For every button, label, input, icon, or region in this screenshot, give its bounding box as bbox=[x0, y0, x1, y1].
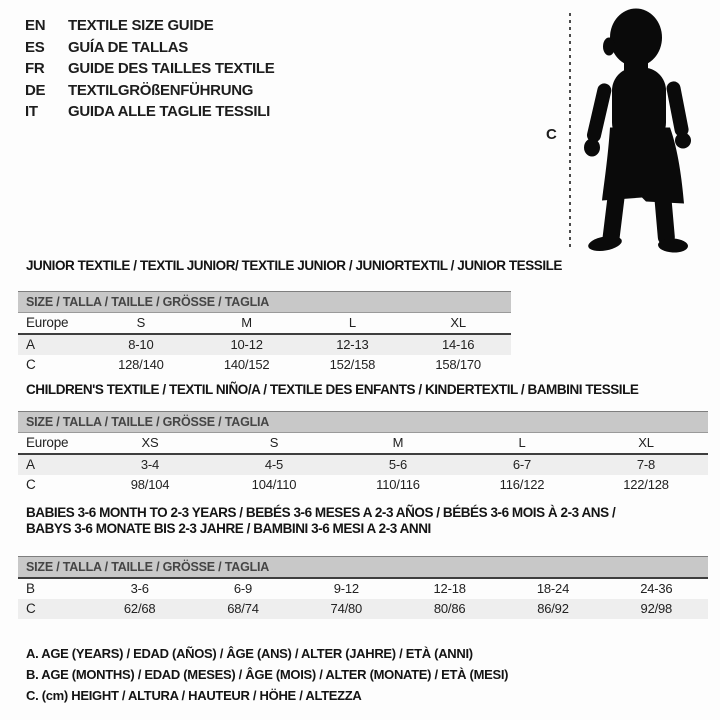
lang-row-it bbox=[25, 101, 274, 123]
table-cell: XL bbox=[638, 435, 654, 450]
table-cell: 8-10 bbox=[128, 337, 154, 352]
table-cell: 152/158 bbox=[329, 357, 376, 372]
lang-title: TEXTILGRÖßENFÜHRUNG bbox=[68, 81, 254, 99]
section-title: JUNIOR TEXTILE / TEXTIL JUNIOR/ TEXTILE JUNIOR / JUNIORTEXTIL / JUNIOR TESSILE bbox=[26, 258, 562, 273]
table-cell: 14-16 bbox=[442, 337, 475, 352]
size-header-bar: SIZE / TALLA / TAILLE / GRÖSSE / TAGLIA bbox=[18, 291, 511, 313]
table-cell: 6-9 bbox=[233, 581, 253, 596]
table-cell: S bbox=[136, 315, 146, 330]
table-cell: 18-24 bbox=[536, 581, 570, 596]
row-label: C bbox=[26, 477, 36, 492]
lang-code: EN bbox=[25, 17, 46, 34]
lang-code: FR bbox=[25, 60, 45, 78]
table-cell: XL bbox=[450, 315, 466, 330]
size-header-bar: SIZE / TALLA / TAILLE / GRÖSSE / TAGLIA bbox=[18, 411, 708, 433]
table-row bbox=[18, 313, 511, 334]
footnote-a: A. AGE (YEARS) / EDAD (AÑOS) / ÂGE (ANS) / ALTER (JAHRE) / ETÀ (ANNI) bbox=[26, 646, 473, 661]
lang-code: IT bbox=[25, 103, 38, 121]
table-cell: 6-7 bbox=[512, 457, 532, 472]
table-cell: 10-12 bbox=[230, 337, 263, 352]
lang-title: GUIDE DES TAILLES TEXTILE bbox=[68, 60, 275, 78]
lang-title: TEXTILE SIZE GUIDE bbox=[68, 17, 214, 34]
table-cell: 104/110 bbox=[251, 477, 297, 492]
size-header-bar: SIZE / TALLA / TAILLE / GRÖSSE / TAGLIA bbox=[18, 556, 708, 579]
section-junior bbox=[18, 258, 562, 375]
table-cell: 24-36 bbox=[640, 581, 673, 596]
section-title-line1: BABIES 3-6 MONTH TO 2-3 YEARS / BEBÉS 3-6 MESES A 2-3 AÑOS / BÉBÉS 3-6 MOIS À 2-3 ANS / bbox=[26, 505, 616, 520]
table-cell: L bbox=[518, 435, 526, 450]
lang-title: GUIDA ALLE TAGLIE TESSILI bbox=[68, 103, 270, 121]
children-size-table bbox=[18, 433, 708, 495]
table-cell: 3-6 bbox=[130, 581, 149, 596]
table-cell: L bbox=[348, 315, 356, 330]
table-cell: 116/122 bbox=[499, 477, 545, 492]
footnote-c: C. (cm) HEIGHT / ALTURA / HAUTEUR / HÖHE / ALTEZZA bbox=[26, 688, 362, 703]
section-title: CHILDREN'S TEXTILE / TEXTIL NIÑO/A / TEXTILE DES ENFANTS / KINDERTEXTIL / BAMBINI TESSILE bbox=[26, 382, 639, 397]
row-label: C bbox=[26, 601, 36, 616]
height-dotted-line bbox=[569, 13, 571, 251]
table-cell: 92/98 bbox=[640, 601, 673, 616]
table-cell: 5-6 bbox=[388, 457, 408, 472]
babies-size-table bbox=[18, 579, 708, 619]
junior-size-table bbox=[18, 313, 511, 375]
table-cell: 140/152 bbox=[223, 357, 270, 372]
table-row bbox=[18, 599, 708, 619]
toddler-silhouette-icon bbox=[578, 7, 708, 253]
section-title-line2: BABYS 3-6 MONATE BIS 2-3 JAHRE / BAMBINI 3-6 MESI A 2-3 ANNI bbox=[26, 521, 431, 536]
table-cell: XS bbox=[141, 435, 159, 450]
footnote-b: B. AGE (MONTHS) / EDAD (MESES) / ÂGE (MOIS) / ALTER (MONATE) / ETÀ (MESI) bbox=[26, 667, 509, 682]
table-cell: 4-5 bbox=[264, 457, 284, 472]
table-cell: 128/140 bbox=[118, 357, 164, 372]
table-cell: 158/170 bbox=[435, 357, 481, 372]
lang-code: DE bbox=[25, 81, 46, 99]
table-row bbox=[18, 433, 708, 454]
table-cell: M bbox=[392, 435, 404, 450]
table-row bbox=[18, 454, 708, 475]
table-cell: 74/80 bbox=[330, 601, 363, 616]
table-row bbox=[18, 579, 708, 599]
table-cell: 80/86 bbox=[433, 601, 466, 616]
table-cell: 68/74 bbox=[227, 601, 259, 616]
table-cell: 62/68 bbox=[123, 601, 156, 616]
table-cell: 122/128 bbox=[623, 477, 669, 492]
table-cell: 98/104 bbox=[130, 477, 170, 492]
table-row bbox=[18, 355, 511, 375]
table-cell: 86/92 bbox=[537, 601, 569, 616]
footnote-legend bbox=[26, 643, 508, 706]
table-cell: S bbox=[269, 435, 279, 450]
row-label: Europe bbox=[26, 315, 69, 330]
lang-row-de bbox=[25, 80, 274, 102]
table-cell: 12-13 bbox=[336, 337, 369, 352]
height-measure-label: C bbox=[546, 126, 557, 143]
height-measure-figure bbox=[540, 5, 715, 257]
lang-row-es bbox=[25, 37, 274, 59]
section-babies bbox=[18, 505, 708, 619]
lang-code: ES bbox=[25, 38, 45, 56]
lang-title: GUÍA DE TALLAS bbox=[68, 38, 188, 56]
row-label: A bbox=[26, 457, 35, 472]
lang-row-fr bbox=[25, 58, 274, 80]
table-cell: 9-12 bbox=[333, 581, 359, 596]
row-label: C bbox=[26, 357, 36, 372]
row-label: B bbox=[26, 581, 35, 596]
language-title-list bbox=[25, 15, 274, 123]
row-label: A bbox=[26, 337, 35, 352]
table-cell: M bbox=[241, 315, 252, 330]
table-cell: 110/116 bbox=[376, 477, 420, 492]
table-row bbox=[18, 475, 708, 495]
lang-row-en bbox=[25, 15, 274, 37]
table-cell: 7-8 bbox=[636, 457, 656, 472]
table-row bbox=[18, 334, 511, 355]
table-cell: 3-4 bbox=[140, 457, 160, 472]
table-cell: 12-18 bbox=[433, 581, 466, 596]
section-children bbox=[18, 382, 708, 495]
row-label: Europe bbox=[26, 435, 69, 450]
